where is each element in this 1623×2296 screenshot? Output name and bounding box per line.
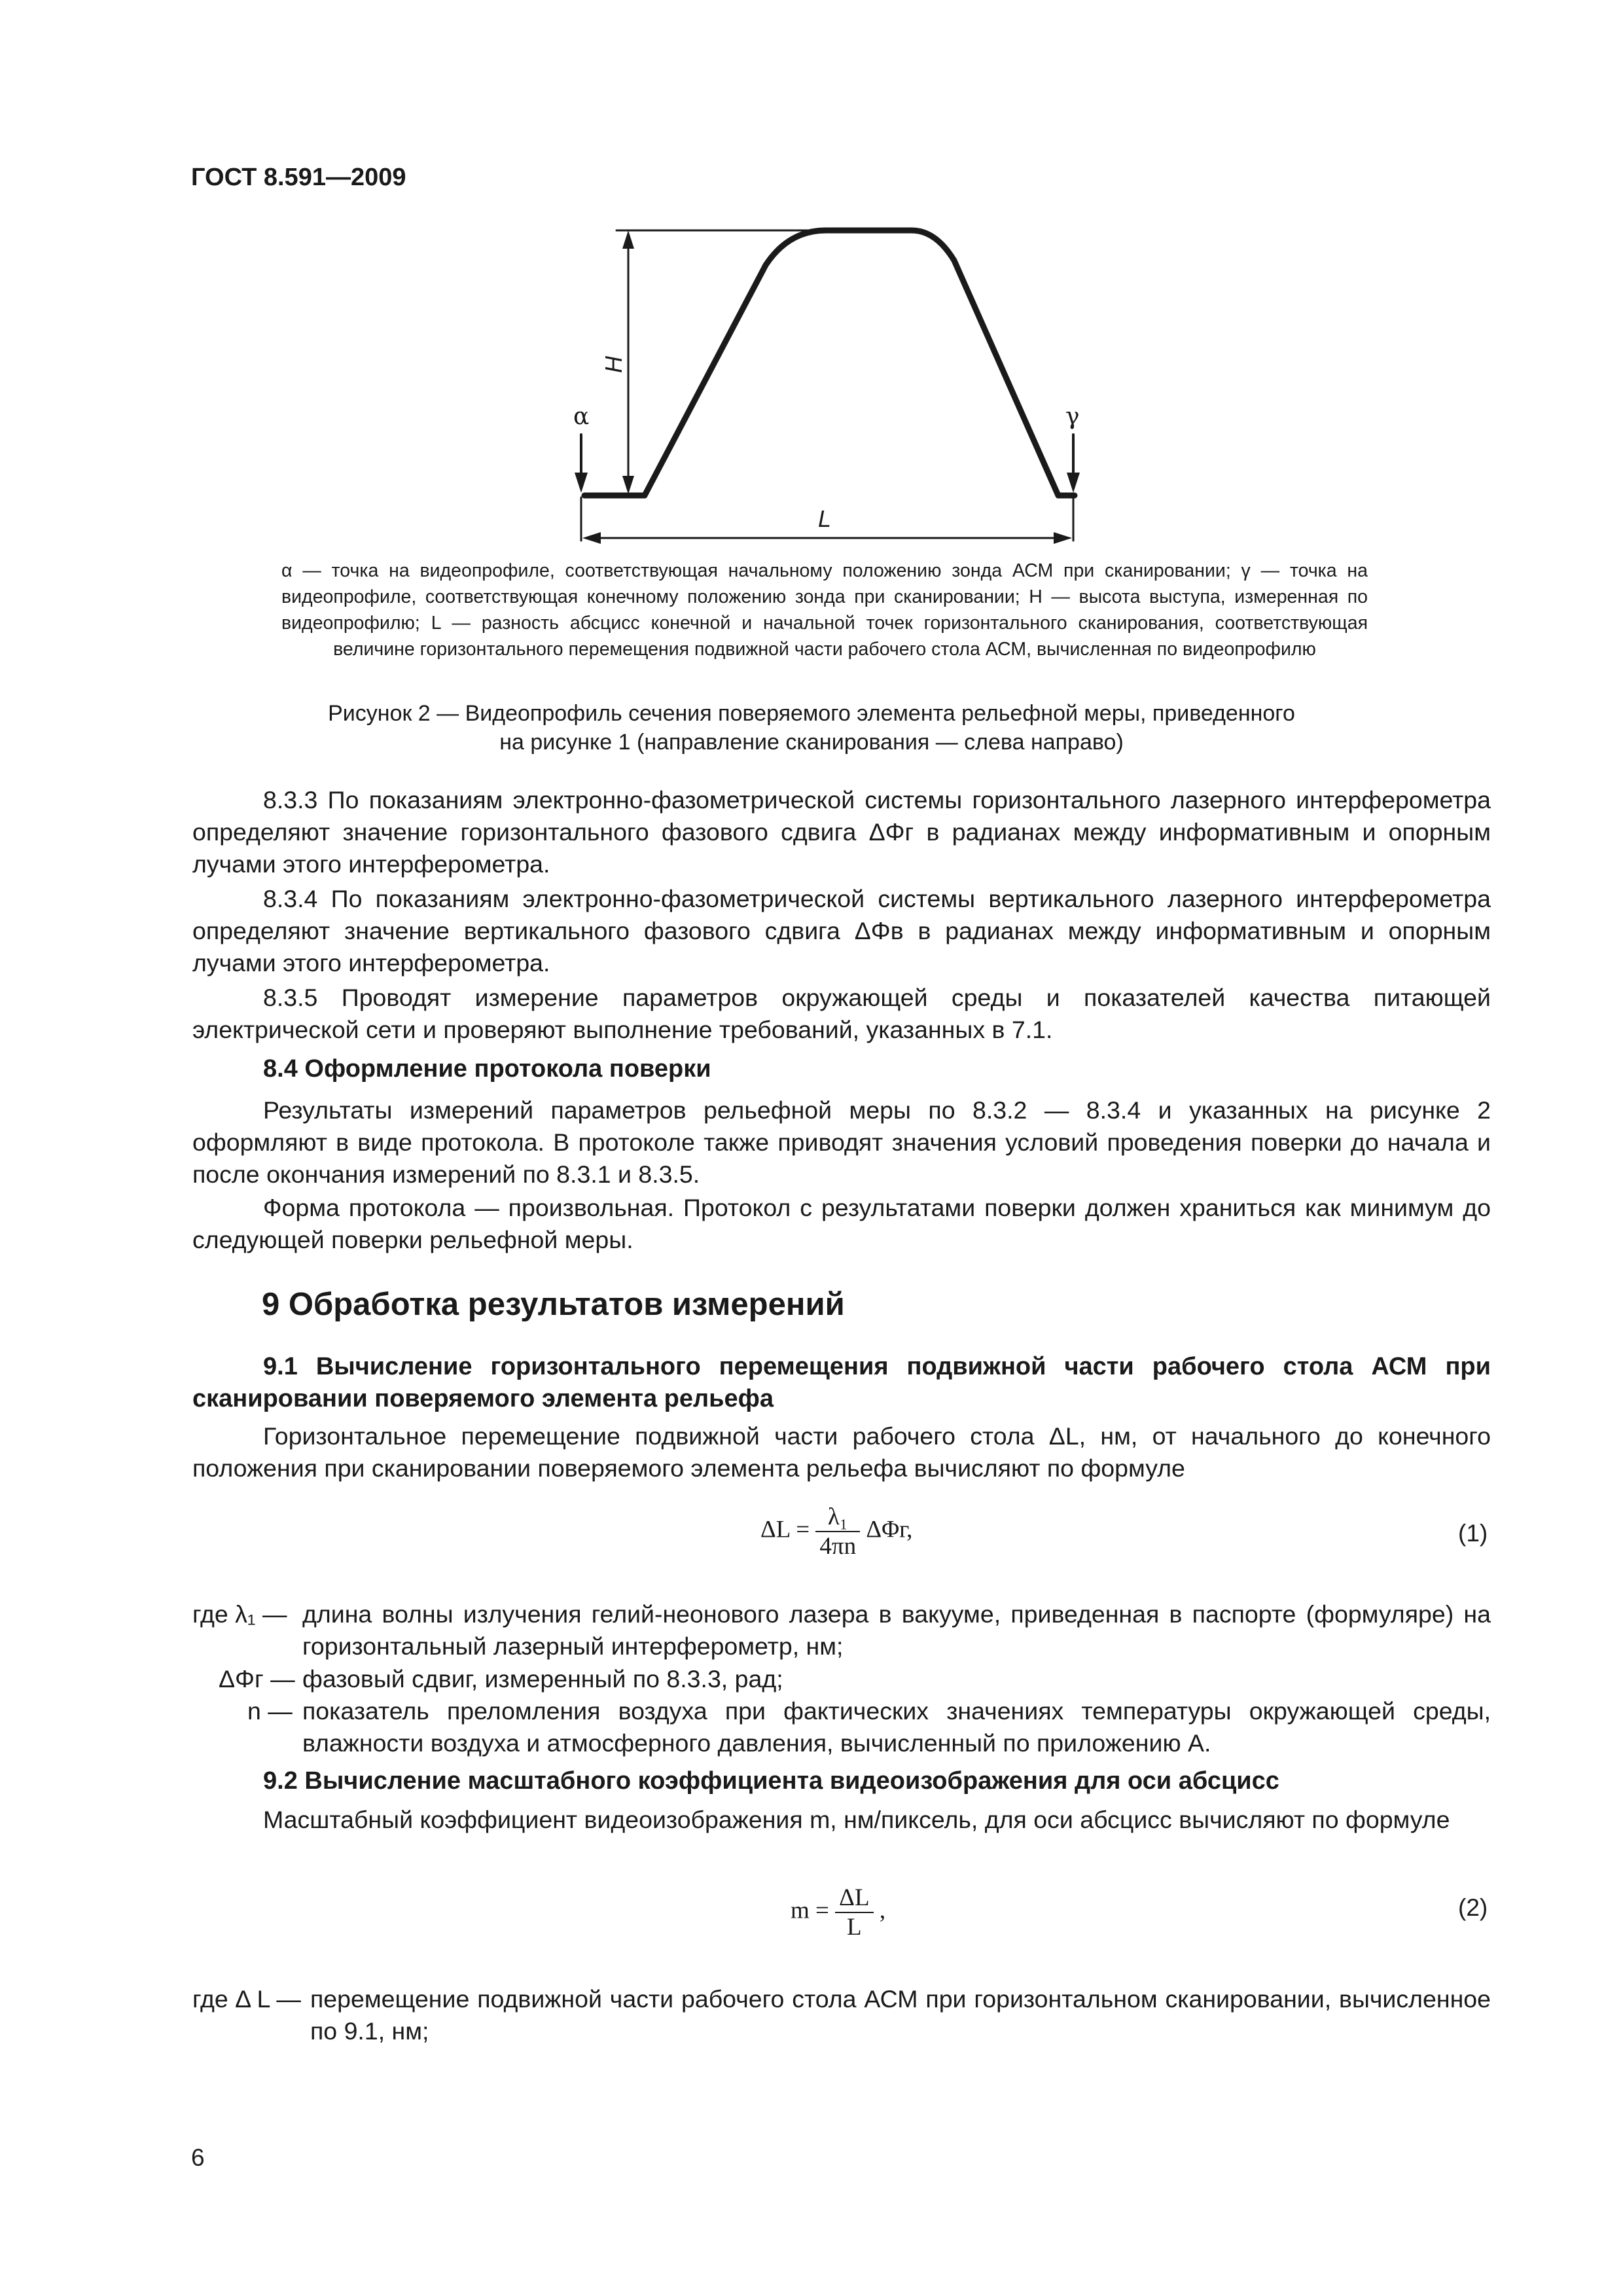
paragraph-8-3-3: 8.3.3 По показаниям электронно-фазометрической системы горизонтального лазерного интерферометра определяют значение горизонтального фазового сдвига ΔΦг в радианах между информативным и опорным лучами этого интерферометра. xyxy=(192,786,1491,878)
paragraph-9-1: Горизонтальное перемещение подвижной части рабочего стола ΔL, нм, от начального до конечного положения при сканировании поверяемого элемента рельефа вычисляют по формуле xyxy=(192,1422,1491,1482)
h-arrowhead-top xyxy=(622,230,634,249)
where-1-text: длина волны излучения гелий-неонового лазера в вакууме, приведенная в паспорте (формуляре) на горизонтальный лазерный интерферометр, нм; xyxy=(302,1600,1491,1660)
paragraph-8-3-4: 8.3.4 По показаниям электронно-фазометрической системы вертикального лазерного интерферометра определяют значение вертикального фазового сдвига ΔΦв в радианах между информативным и опорным лучами этого интерферометра. xyxy=(192,885,1491,977)
paragraph-8-4-b: Форма протокола — произвольная. Протокол с результатами поверки должен храниться как минимум до следующей поверки рельефной меры. xyxy=(192,1194,1491,1253)
alpha-arrowhead xyxy=(575,473,588,493)
formula-2-denominator: L xyxy=(847,1914,862,1941)
profile-figure xyxy=(0,0,1623,550)
where-4-lead: где Δ L — xyxy=(192,1985,301,2013)
figure-caption-line1: Рисунок 2 — Видеопрофиль сечения поверяемого элемента рельефной меры, приведенного xyxy=(328,701,1295,726)
formula-2-numerator: ΔL xyxy=(835,1884,873,1913)
formula-1 xyxy=(760,1503,912,1560)
formula-2-lhs: m = xyxy=(791,1897,829,1924)
figure-legend: α — точка на видеопрофиле, соответствующая начальному положению зонда АСМ при сканировании; γ — точка на видеопрофиле, соответствующая конечному положению зонда при сканировании; H — высота выступа, измеренная по видеопрофилю; L — разность абсцисс конечной и начальной точек горизонтального сканирования, соответствующая величине горизонтального перемещения подвижной части рабочего стола АСМ, вычисленная по видеопрофилю xyxy=(281,560,1368,660)
profile-curve xyxy=(584,230,1075,495)
figure-caption-line2: на рисунке 1 (направление сканирования — слева направо) xyxy=(499,730,1124,755)
formula-2-fraction xyxy=(835,1884,873,1941)
heading-9-1: 9.1 Вычисление горизонтального перемещения подвижной части рабочего стола АСМ при сканировании поверяемого элемента рельефа xyxy=(192,1353,1491,1412)
where-2-text: фазовый сдвиг, измеренный по 8.3.3, рад; xyxy=(302,1665,783,1693)
formula-1-denominator: 4πn xyxy=(819,1533,857,1560)
heading-9-2: 9.2 Вычисление масштабного коэффициента видеоизображения для оси абсцисс xyxy=(263,1767,1279,1795)
heading-8-4: 8.4 Оформление протокола поверки xyxy=(263,1055,711,1083)
where-1-lead: где λ₁ — xyxy=(192,1600,287,1628)
figure-caption xyxy=(196,699,1427,757)
h-arrowhead-bottom xyxy=(622,476,634,494)
page-number: 6 xyxy=(191,2144,205,2171)
formula-1-fraction xyxy=(815,1503,860,1560)
where-3-text: показатель преломления воздуха при фактических значениях температуры окружающей среды, влажности воздуха и атмосферного давления, вычисленный по приложению А. xyxy=(302,1697,1491,1757)
where-4-text: перемещение подвижной части рабочего стола АСМ при горизонтальном сканировании, вычисленное по 9.1, нм; xyxy=(310,1985,1491,2045)
formula-1-numerator: λ₁ xyxy=(815,1503,860,1532)
h-label: H xyxy=(600,356,627,373)
formula-2-number: (2) xyxy=(1458,1894,1488,1921)
l-arrowhead-right xyxy=(1054,532,1072,544)
paragraph-9-2: Масштабный коэффициент видеоизображения m, нм/пиксель, для оси абсцисс вычисляют по формуле xyxy=(263,1806,1450,1833)
section-9-title: 9 Обработка результатов измерений xyxy=(262,1287,845,1322)
gamma-label: γ xyxy=(1065,403,1080,430)
formula-1-rhs: ΔΦг, xyxy=(866,1516,913,1543)
document-header: ГОСТ 8.591—2009 xyxy=(191,164,406,191)
where-3-lead: n — xyxy=(247,1697,293,1725)
paragraph-8-3-5: 8.3.5 Проводят измерение параметров окружающей среды и показателей качества питающей электрической сети и проверяют выполнение требований, указанных в 7.1. xyxy=(192,984,1491,1043)
paragraph-8-4-a: Результаты измерений параметров рельефной меры по 8.3.2 — 8.3.4 и указанных на рисунке 2 оформляют в виде протокола. В протоколе также приводят значения условий проведения поверки до начала и после окончания измерений по 8.3.1 и 8.3.5. xyxy=(192,1096,1491,1188)
alpha-label: α xyxy=(573,403,590,430)
formula-1-lhs: ΔL = xyxy=(760,1516,810,1543)
formula-2-rhs: , xyxy=(879,1897,886,1924)
l-label: L xyxy=(818,505,832,532)
formula-1-number: (1) xyxy=(1458,1520,1488,1547)
where-2-lead: ΔΦг — xyxy=(219,1665,295,1693)
formula-2 xyxy=(791,1884,885,1941)
l-arrowhead-left xyxy=(582,532,601,544)
gamma-arrowhead xyxy=(1067,473,1080,493)
